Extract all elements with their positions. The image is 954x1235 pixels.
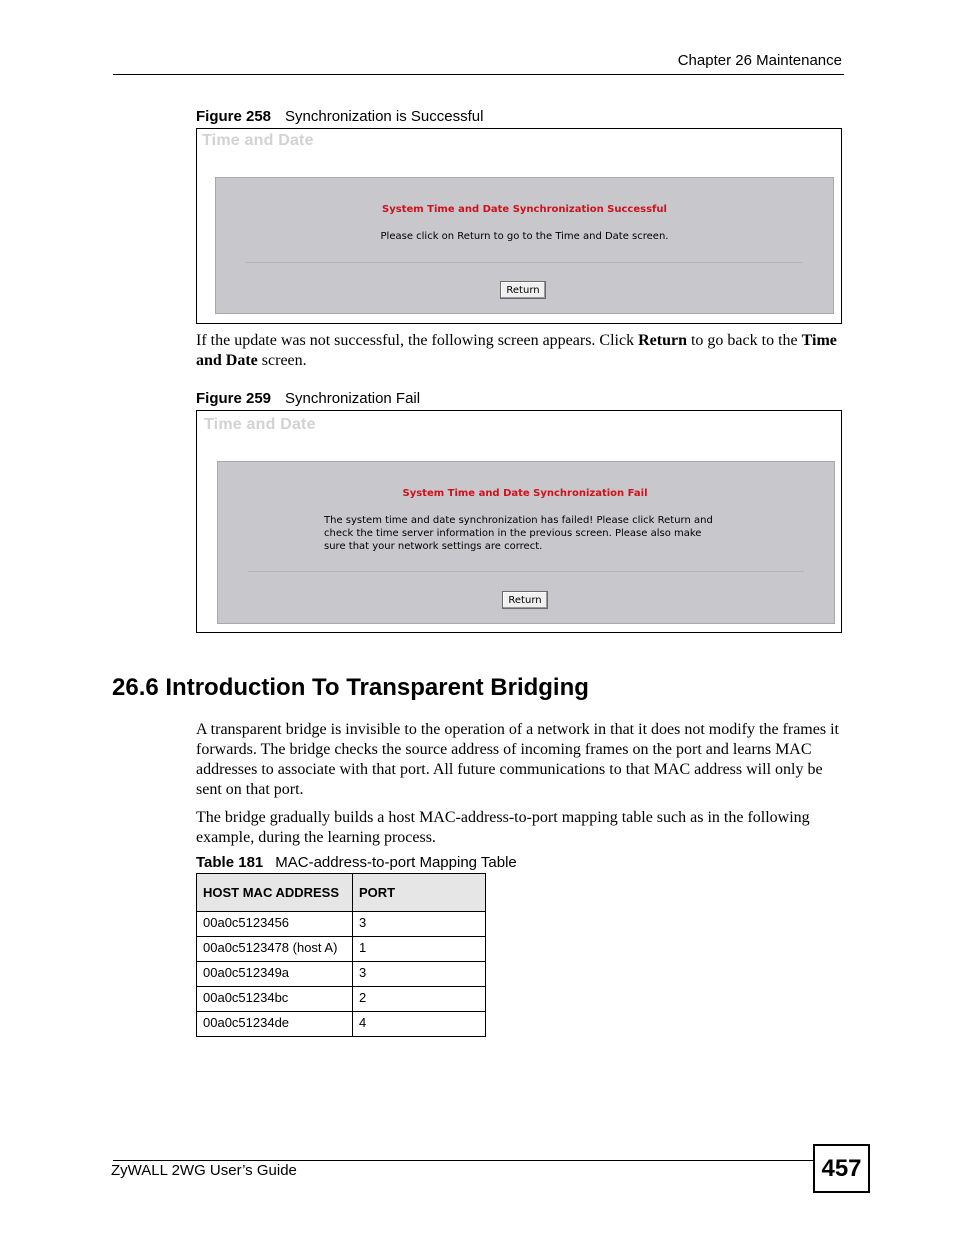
mac-cell: 00a0c51234de: [197, 1012, 353, 1037]
mac-cell: 00a0c5123478 (host A): [197, 937, 353, 962]
fail-message-line: The system time and date synchronization has failed! Please click Return and: [324, 515, 713, 526]
return-button[interactable]: Return: [502, 591, 548, 609]
section-title: 26.6 Introduction To Transparent Bridging: [112, 674, 589, 701]
return-button[interactable]: Return: [500, 281, 546, 299]
table-181-label: Table 181: [196, 854, 264, 871]
table-header-row: [197, 874, 486, 912]
footer-rule: [113, 1160, 813, 1161]
para-text: screen.: [257, 352, 307, 369]
port-cell: 4: [353, 1012, 486, 1037]
screen-title: Time and Date: [202, 132, 314, 149]
header-rule: [113, 74, 844, 75]
figure-259-title: Synchronization Fail: [285, 390, 421, 407]
table-181-title: MAC-address-to-port Mapping Table: [275, 854, 517, 871]
port-cell: 2: [353, 987, 486, 1012]
figure-259-caption: [196, 390, 420, 407]
fail-message-line: check the time server information in the previous screen. Please also make: [324, 528, 702, 539]
panel-divider: [248, 571, 804, 572]
para-bold-time-and-date: Time and Date: [196, 332, 837, 369]
section-paragraph-1: A transparent bridge is invisible to the operation of a network in that it does not modify the frames it forwards. The bridge checks the source address of incoming frames on the port and learns MAC addresses to associate with that port. All future communications to that MAC address will only be sent on that port.: [196, 721, 839, 798]
port-cell: 3: [353, 912, 486, 937]
mac-cell: 00a0c51234bc: [197, 987, 353, 1012]
figure-258-title: Synchronization is Successful: [285, 108, 484, 125]
para-text: If the update was not successful, the following screen appears. Click: [196, 332, 639, 349]
table-181-caption: [196, 854, 517, 871]
mac-cell: 00a0c512349a: [197, 962, 353, 987]
table-row: [197, 962, 486, 987]
mac-cell: 00a0c5123456: [197, 912, 353, 937]
figure-259-label: Figure 259: [196, 390, 272, 407]
mac-port-table: [196, 873, 486, 1037]
panel-divider: [246, 262, 803, 263]
header-host-mac: HOST MAC ADDRESS: [197, 874, 353, 912]
fail-message-body: [324, 514, 713, 553]
figure-258-caption: [196, 108, 483, 125]
para-bold-return: Return: [638, 332, 687, 349]
table-row: [197, 1012, 486, 1037]
message-panel: [217, 461, 835, 624]
guide-title: ZyWALL 2WG User’s Guide: [111, 1162, 297, 1179]
screen-title: Time and Date: [204, 416, 316, 433]
page-number: 457: [813, 1144, 870, 1193]
figure-259-screenshot: [196, 410, 842, 633]
table-row: [197, 912, 486, 937]
success-message-body: Please click on Return to go to the Time and Date screen.: [380, 231, 669, 242]
fail-message-title: System Time and Date Synchronization Fail: [402, 488, 648, 499]
figure-258-label: Figure 258: [196, 108, 272, 125]
header-port: PORT: [353, 874, 486, 912]
section-paragraph-2: The bridge gradually builds a host MAC-address-to-port mapping table such as in the following example, during the learning process.: [196, 809, 810, 846]
fail-message-line: sure that your network settings are correct.: [324, 541, 543, 552]
figure-258-screenshot: [196, 128, 842, 324]
success-message-title: System Time and Date Synchronization Successful: [382, 204, 667, 215]
port-cell: 1: [353, 937, 486, 962]
chapter-header: Chapter 26 Maintenance: [677, 52, 842, 69]
fail-intro-paragraph: [196, 331, 841, 371]
port-cell: 3: [353, 962, 486, 987]
table-row: [197, 937, 486, 962]
message-panel: [215, 177, 834, 314]
table-row: [197, 987, 486, 1012]
para-text: to go back to the: [686, 332, 802, 349]
